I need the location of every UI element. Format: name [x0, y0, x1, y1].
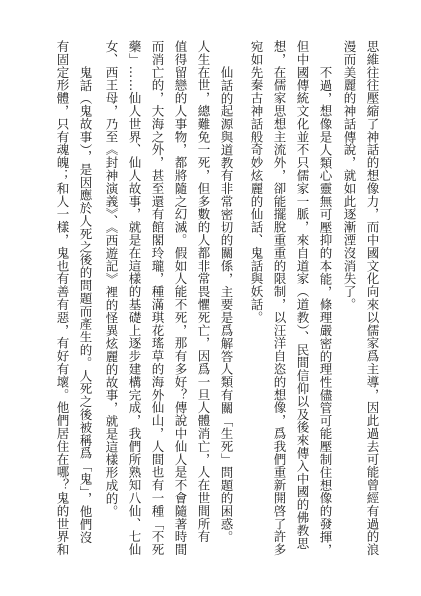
- text-column: 值得留戀的人事物，都將隨之幻滅。假如人能不死，那有多好？傳說中仙人是不會隨著時間: [173, 40, 188, 556]
- text-column: 但中國傳統文化並不只儒家一脈，來自道家（道教）、民間信仰以及後來傳入中國的佛教思: [295, 40, 310, 550]
- text-column: 漫而美麗的神話傳說，就如此逐漸湮沒消失了。: [342, 40, 357, 311]
- text-column: 思維往往壓縮了神話的想像力，而中國文化向來以儒家爲主導，因此過去可能曾經有過的浪: [365, 40, 380, 556]
- text-column: 想，在儒家思想主流外，卻能擺脫重重的限制，以汪洋自恣的想像，爲我們重新開啓了許多: [272, 40, 287, 556]
- text-column: 而消亡的，大海之外，甚至還有館閣玲瓏，種滿琪花瑤草的海外仙山，人間也有一種「不死: [150, 40, 165, 556]
- text-column: 仙話的起源與道教有非常密切的關係，主要是爲解答人類有關「生死」問題的困惑。: [219, 66, 234, 544]
- text-column: 鬼話（鬼故事），是因應於人死之後的問題而產生的。人死之後被稱爲「鬼」，他們沒: [78, 66, 93, 544]
- text-column: 不過，想像是人類心靈無可壓抑的本能，條理嚴密的理性儘管可能壓制住想像的發揮，: [318, 66, 333, 557]
- text-column: 人生在世，總難免一死，但多數的人都非常畏懼死亡，因爲一旦人體消亡，人在世間所有: [196, 40, 211, 544]
- text-column: 有固定形體，只有魂魄；和人一樣，鬼也有善有惡，有好有壞。他們居住在哪？鬼的世界和: [55, 40, 70, 556]
- text-column: 宛如先秦古神話般奇妙炫麗的仙話、鬼話與妖話。: [249, 40, 264, 324]
- text-column: 女、西王母，乃至《封神演義》、《西遊記》裡的怪異炫麗的故事，就是這樣形成的。: [104, 40, 119, 518]
- text-column: 藥」……仙人世界、仙人故事，就是在這樣的基礎上逐步建構完成，我們所熟知八仙、七仙: [127, 40, 142, 556]
